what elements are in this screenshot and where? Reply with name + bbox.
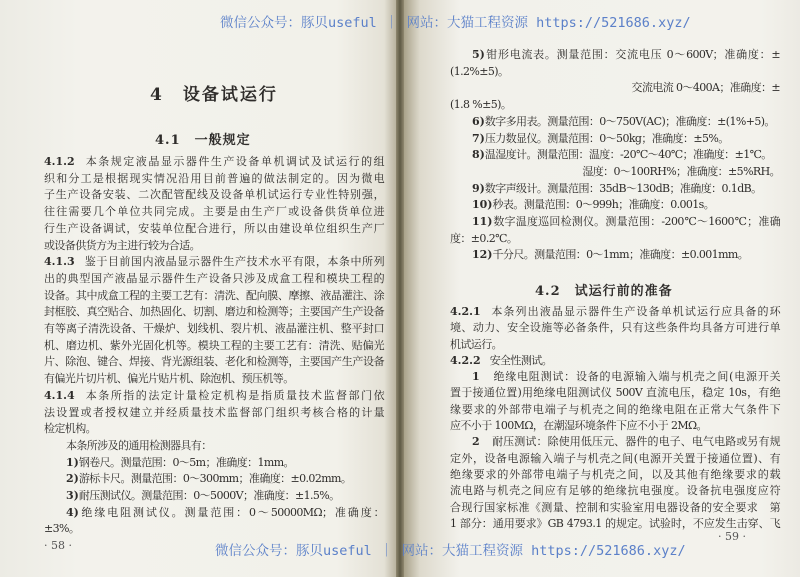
line-text: 鉴于目前国内液晶显示器件生产技术水平有限，本条中所列 <box>83 255 384 269</box>
item-number: 3) <box>66 489 79 503</box>
list-item <box>44 505 384 538</box>
instrument-list <box>450 47 780 264</box>
list-item <box>450 147 780 164</box>
line-text: 耐压测试仪。测量范围：0～5000V；准确度：±1.5%。 <box>78 489 340 503</box>
text-line <box>44 471 384 488</box>
line-text: 或设备供货方为主进行较为合适。 <box>44 238 200 252</box>
line-text: 绝缘要求的外部带电端子与机壳之间，以及其他有绝缘要求的载 <box>450 467 780 481</box>
item-number: 4) <box>66 505 79 519</box>
section-title: 4.1 一般规定 <box>155 133 251 148</box>
line-text: 合现行国家标准《测量、控制和实验室用电器设备的安全要求 第 <box>450 500 780 514</box>
line-text: (1.8 %±5)。 <box>450 98 512 112</box>
line-text: 出的典型国产液晶显示器件生产设备只涉及成盒工程和模块工程的 <box>44 271 384 285</box>
text-line <box>450 320 780 336</box>
line-text: ±3%。 <box>44 522 80 536</box>
line-text: 定外，设备电源输入端子与机壳之间(电源开关置于接通位置)、有 <box>450 451 780 465</box>
line-text: (1.2%±5)。 <box>450 64 509 78</box>
line-text: 往往需要几个单位共同完成。主要是由生产厂或设备供货单位进 <box>44 205 384 219</box>
item-number: 5) <box>472 48 485 61</box>
text-line <box>44 238 384 255</box>
text-line <box>44 354 384 371</box>
page-number: · 58 · <box>44 539 72 552</box>
line-text: 本条所指的法定计量检定机构是指质量技术监督部门依 <box>83 388 384 402</box>
left-page-body <box>44 154 384 538</box>
text-line <box>44 388 384 405</box>
list-item <box>450 214 780 247</box>
line-text: 温湿度计。测量范围：温度：-20℃～40℃；准确度：±1℃。 <box>484 148 772 162</box>
text-line <box>450 418 780 434</box>
line-text: 机、磨边机、紫外光固化机等。模块工程的主要工艺有：清洗、贴偏光 <box>44 338 384 352</box>
line-text: 机试运行。 <box>450 337 502 351</box>
clause-4-1-2 <box>44 154 384 254</box>
line-text: 湿度：0～100RH%；准确度：±5%RH。 <box>582 164 780 178</box>
line-text: 度：±0.2℃。 <box>450 231 518 245</box>
text-line <box>450 131 780 148</box>
item-number: 12) <box>472 248 493 262</box>
text-line <box>44 288 384 305</box>
line-text: 片、除泡、键合、焊接、背光源组装、老化和检测等，主要国产生产设备 <box>44 355 384 369</box>
paragraph <box>450 164 780 181</box>
line-text: 交流电流 0～400A；准确度：± <box>631 81 780 95</box>
section-title: 4.2 试运行前的准备 <box>535 284 673 299</box>
line-text: 封框胶、真空贴合、加热固化、切割、磨边和检测等；主要国产生产设备 <box>44 305 384 319</box>
item-number: 7) <box>472 131 485 145</box>
line-text: 流电路与机壳之间应有足够的绝缘抗电强度。设备抗电强度应符 <box>450 484 780 498</box>
text-line <box>450 402 780 418</box>
line-text: 秒表。测量范围：0～999h；准确度：0.001s。 <box>492 198 715 212</box>
text-line <box>450 434 780 450</box>
text-line <box>450 247 780 264</box>
item-number: 1) <box>66 455 79 469</box>
line-text: 数字温度巡回检测仪。测量范围：-200℃～1600℃；准确 <box>492 215 780 229</box>
item-number: 8) <box>472 148 485 162</box>
text-line <box>44 405 384 422</box>
line-text: 有偏光片切片机、偏光片贴片机、除泡机、预压机等。 <box>44 372 294 386</box>
text-line <box>450 500 780 516</box>
paragraph <box>44 438 384 455</box>
list-item <box>450 131 780 148</box>
text-line <box>44 154 384 171</box>
line-text: 数字声级计。测量范围：35dB～130dB；准确度：0.1dB。 <box>484 181 762 195</box>
list-item <box>450 47 780 80</box>
text-line <box>450 516 780 532</box>
line-text: 置于接通位置)用绝缘电阻测试仪 500V 直流电压，稳定 10s，有绝 <box>450 386 780 400</box>
list-item <box>44 488 384 505</box>
text-line <box>450 467 780 483</box>
list-item <box>450 247 780 264</box>
text-line <box>44 204 384 221</box>
left-page <box>0 0 396 577</box>
line-text: 数字多用表。测量范围：0～750V(AC)；准确度：±(1%+5)。 <box>484 114 775 128</box>
text-line <box>44 371 384 388</box>
clause-4-2-1 <box>450 304 780 353</box>
line-text: 境、动力、安全设施等必备条件，只有这些条件均具备方可进行单 <box>450 321 780 335</box>
text-line <box>450 197 780 214</box>
line-text: 应不小于 100MΩ，在潮湿环境条件下应不小于 2MΩ。 <box>450 419 707 433</box>
line-text: 子生产设备安装、二次配管配线及设备单机试运行专业性特别强， <box>44 188 384 202</box>
clause-number: 4.1.2 <box>44 155 75 168</box>
clause-4-2-2 <box>450 353 780 369</box>
list-item <box>450 197 780 214</box>
clause-number: 4.1.4 <box>44 388 75 402</box>
item-number: 2 <box>472 435 493 449</box>
text-line <box>450 304 780 320</box>
line-text: 本条所涉及的通用检测器具有： <box>66 438 212 452</box>
line-text: 压力数显仪。测量范围：0～50kg；准确度：±5%。 <box>484 131 729 145</box>
line-text: 绝缘电阻测试：设备的电源输入端与机壳之间(电源开关 <box>493 370 781 384</box>
book-spine <box>396 0 404 577</box>
text-line <box>450 369 780 385</box>
item-number: 6) <box>472 114 485 128</box>
line-text: 检定机构。 <box>44 422 96 436</box>
line-text: 绝缘电阻测试仪。测量范围：0～50000MΩ；准确度： <box>78 505 384 519</box>
item-number: 10) <box>472 198 493 212</box>
line-text: 本条规定液晶显示器件生产设备单机调试及试运行的组 <box>83 155 384 168</box>
clause-number: 4.1.3 <box>44 255 75 269</box>
text-line <box>450 337 780 353</box>
line-text: 缘要求的外部带电端子与机壳之间的绝缘电阻在正常大气条件下 <box>450 402 780 416</box>
text-line <box>44 421 384 438</box>
text-line <box>44 488 384 505</box>
text-line <box>450 80 780 97</box>
text-line <box>44 304 384 321</box>
text-line <box>450 451 780 467</box>
text-line <box>450 114 780 131</box>
item-number: 1 <box>472 370 494 384</box>
text-line <box>450 47 780 64</box>
line-text: 行生产设备调试，安装单位配合进行，所以由建设单位组织生产厂 <box>44 221 384 235</box>
line-text: 有等离子清洗设备、干燥炉、划线机、裂片机、液晶灌注机、整平封口 <box>44 322 384 336</box>
text-line <box>44 254 384 271</box>
text-line <box>450 64 780 81</box>
watermark-bottom: 微信公众号：豚贝useful ｜ 网站：大猫工程资源 https://521686.xyz/ <box>215 543 686 559</box>
text-line <box>450 231 780 248</box>
text-line <box>450 164 780 181</box>
page-number: · 59 · <box>718 530 746 543</box>
list-item <box>450 181 780 198</box>
line-text: 织和分工是根据现实情况沿用目前普遍的做法制定的。因为微电 <box>44 171 384 185</box>
text-line <box>450 214 780 231</box>
list-item <box>450 114 780 131</box>
text-line <box>44 505 384 522</box>
line-text: 千分尺。测量范围：0～1mm；准确度：±0.001mm。 <box>492 248 749 262</box>
text-line <box>44 171 384 188</box>
text-line <box>450 181 780 198</box>
line-text: 游标卡尺。测量范围：0～300mm；准确度：±0.02mm。 <box>78 472 352 486</box>
item-number: 11) <box>472 215 493 229</box>
text-line <box>44 455 384 472</box>
line-text: 耐压测试：除使用低压元、器件的电子、电气电路或另有规 <box>492 435 780 449</box>
text-line <box>450 97 780 114</box>
text-line <box>450 353 780 369</box>
text-line <box>44 521 384 538</box>
text-line <box>450 483 780 499</box>
paragraph <box>450 97 780 114</box>
line-text: 钢卷尺。测量范围：0～5m；准确度：1mm。 <box>78 455 294 469</box>
clause-4-1-3 <box>44 254 384 388</box>
line-text: 安全性测试。 <box>489 353 553 367</box>
clause-number: 4.2.1 <box>450 305 481 318</box>
line-text: 钳形电流表。测量范围：交流电压 0～600V；准确度：± <box>484 48 780 61</box>
list-item <box>450 369 780 434</box>
line-text: 法设置或者授权建立并经质量技术监督部门组织考核合格的计量 <box>44 405 384 419</box>
chapter-title: 4 设备试运行 <box>150 85 278 105</box>
clause-number: 4.2.2 <box>450 353 481 367</box>
list-item <box>44 471 384 488</box>
watermark-top: 微信公众号：豚贝useful ｜ 网站：大猫工程资源 https://521686.xyz/ <box>220 15 691 31</box>
text-line <box>450 385 780 401</box>
line-text: 本条列出液晶显示器件生产设备单机试运行应具备的环 <box>489 305 780 318</box>
list-item <box>44 455 384 472</box>
item-number: 9) <box>472 181 485 195</box>
list-item <box>450 434 780 532</box>
text-line <box>450 147 780 164</box>
text-line <box>44 271 384 288</box>
text-line <box>44 321 384 338</box>
text-line <box>44 338 384 355</box>
text-line <box>44 221 384 238</box>
right-page-body <box>450 304 780 532</box>
line-text: 设备。其中成盒工程的主要工艺有：清洗、配向膜、摩擦、液晶灌注、涂 <box>44 288 384 302</box>
text-line <box>44 438 384 455</box>
clause-4-1-4 <box>44 388 384 438</box>
paragraph <box>450 80 780 97</box>
line-text: 1 部分：通用要求》GB 4793.1 的规定。试验时，不应发生击穿、飞 <box>450 516 780 530</box>
item-number: 2) <box>66 472 79 486</box>
text-line <box>44 187 384 204</box>
